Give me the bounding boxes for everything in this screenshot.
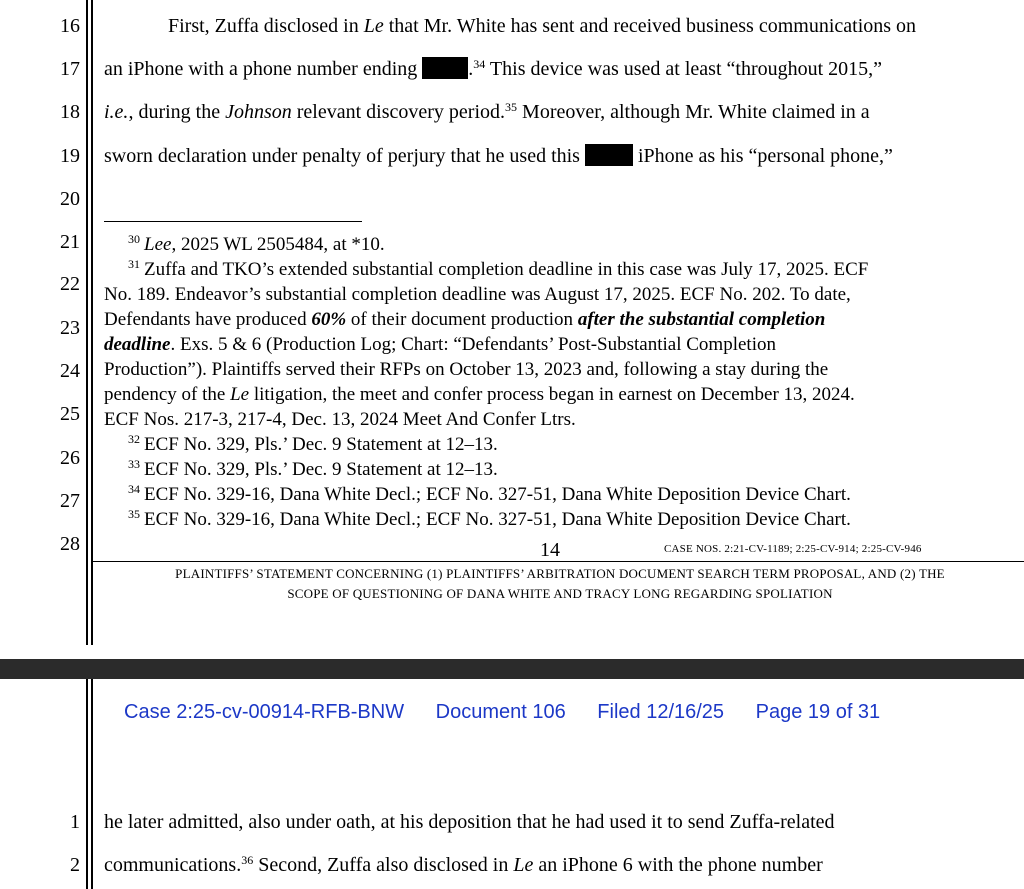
footer-title-line-2: SCOPE OF QUESTIONING OF DANA WHITE AND TRACY LONG REGARDING SPOLIATION	[287, 586, 833, 601]
line-number: 26	[60, 447, 80, 469]
line-number: 16	[60, 15, 80, 37]
footnote-32: $^{32}$ ECF No. 329, Pls.’ Dec. 9 Statement at 12–13.	[128, 432, 498, 455]
filed-date: Filed 12/16/25	[597, 701, 725, 723]
line-number: 20	[60, 188, 80, 210]
line-number: 21	[60, 231, 80, 253]
page-count: Page 19 of 31	[755, 701, 881, 723]
footer-rule	[92, 561, 1024, 562]
line-number: 27	[60, 490, 80, 512]
left-margin-rule-1	[86, 0, 88, 645]
document-number: Document 106	[435, 701, 566, 723]
case-numbers: CASE NOS. 2:21-CV-1189; 2:25-CV-914; 2:25-CV-946	[664, 543, 922, 555]
line-number: 17	[60, 58, 80, 80]
body-line-17: an iPhone with a phone number ending .$^{34}$ This device was used at least “throughout 2015,”	[104, 57, 883, 80]
left-margin-rule-2	[91, 679, 93, 889]
body-line-2: communications.$^{36}$ Second, Zuffa also disclosed in Le an iPhone 6 with the phone number	[104, 853, 823, 876]
footnote-31-line: Defendants have produced 60% of their document production after the substantial completion	[104, 309, 826, 330]
line-number: 1	[70, 811, 80, 833]
body-line-18: i.e., during the Johnson relevant discovery period.$^{35}$ Moreover, although Mr. White claimed in a	[104, 100, 870, 123]
footnote-31-line: Production”). Plaintiffs served their RFPs on October 13, 2023 and, following a stay during the	[104, 359, 829, 380]
redaction-box	[422, 57, 468, 79]
footnote-31-line: deadline. Exs. 5 & 6 (Production Log; Chart: “Defendants’ Post-Substantial Completion	[104, 334, 776, 355]
line-number: 18	[60, 101, 80, 123]
footnote-31: $^{31}$ Zuffa and TKO’s extended substantial completion deadline in this case was July 17, 2025. ECF	[128, 257, 869, 280]
left-margin-rule-1	[86, 679, 88, 889]
body-line-16: First, Zuffa disclosed in Le that Mr. White has sent and received business communications on	[168, 15, 917, 37]
footnote-34: $^{34}$ ECF No. 329-16, Dana White Decl.; ECF No. 327-51, Dana White Deposition Device Chart.	[128, 482, 851, 505]
body-line-19: sworn declaration under penalty of perjury that he used this iPhone as his “personal phone,”	[104, 145, 893, 167]
line-number: 25	[60, 403, 80, 425]
footnote-31-line: pendency of the Le litigation, the meet and confer process began in earnest on December 13, 2024.	[104, 384, 855, 405]
footnote-30: $^{30}$ Lee, 2025 WL 2505484, at *10.	[128, 232, 385, 255]
footnote-31-line: ECF Nos. 217-3, 217-4, Dec. 13, 2024 Meet And Confer Ltrs.	[104, 409, 576, 430]
case-number: Case 2:25-cv-00914-RFB-BNW	[124, 701, 405, 723]
body-line-1: he later admitted, also under oath, at his deposition that he had used it to send Zuffa-related	[104, 811, 835, 833]
footnote-31-line: No. 189. Endeavor’s substantial completion deadline was August 17, 2025. ECF No. 202. To date,	[104, 284, 851, 305]
page-number: 14	[540, 539, 560, 561]
line-number: 28	[60, 533, 80, 555]
footnote-separator	[104, 221, 362, 222]
redaction-box	[585, 144, 633, 166]
page-separator	[0, 659, 1024, 679]
footer-title-line-1: PLAINTIFFS’ STATEMENT CONCERNING (1) PLAINTIFFS’ ARBITRATION DOCUMENT SEARCH TERM PROPOSAL, AND (2) THE	[175, 566, 945, 581]
line-number: 2	[70, 854, 80, 876]
line-number: 22	[60, 273, 80, 295]
footnote-33: $^{33}$ ECF No. 329, Pls.’ Dec. 9 Statement at 12–13.	[128, 457, 498, 480]
line-number: 23	[60, 317, 80, 339]
left-margin-rule-2	[91, 0, 93, 645]
ecf-header	[124, 700, 906, 724]
line-number: 24	[60, 360, 80, 382]
footnote-35: $^{35}$ ECF No. 329-16, Dana White Decl.; ECF No. 327-51, Dana White Deposition Device Chart.	[128, 507, 851, 530]
line-number: 19	[60, 145, 80, 167]
